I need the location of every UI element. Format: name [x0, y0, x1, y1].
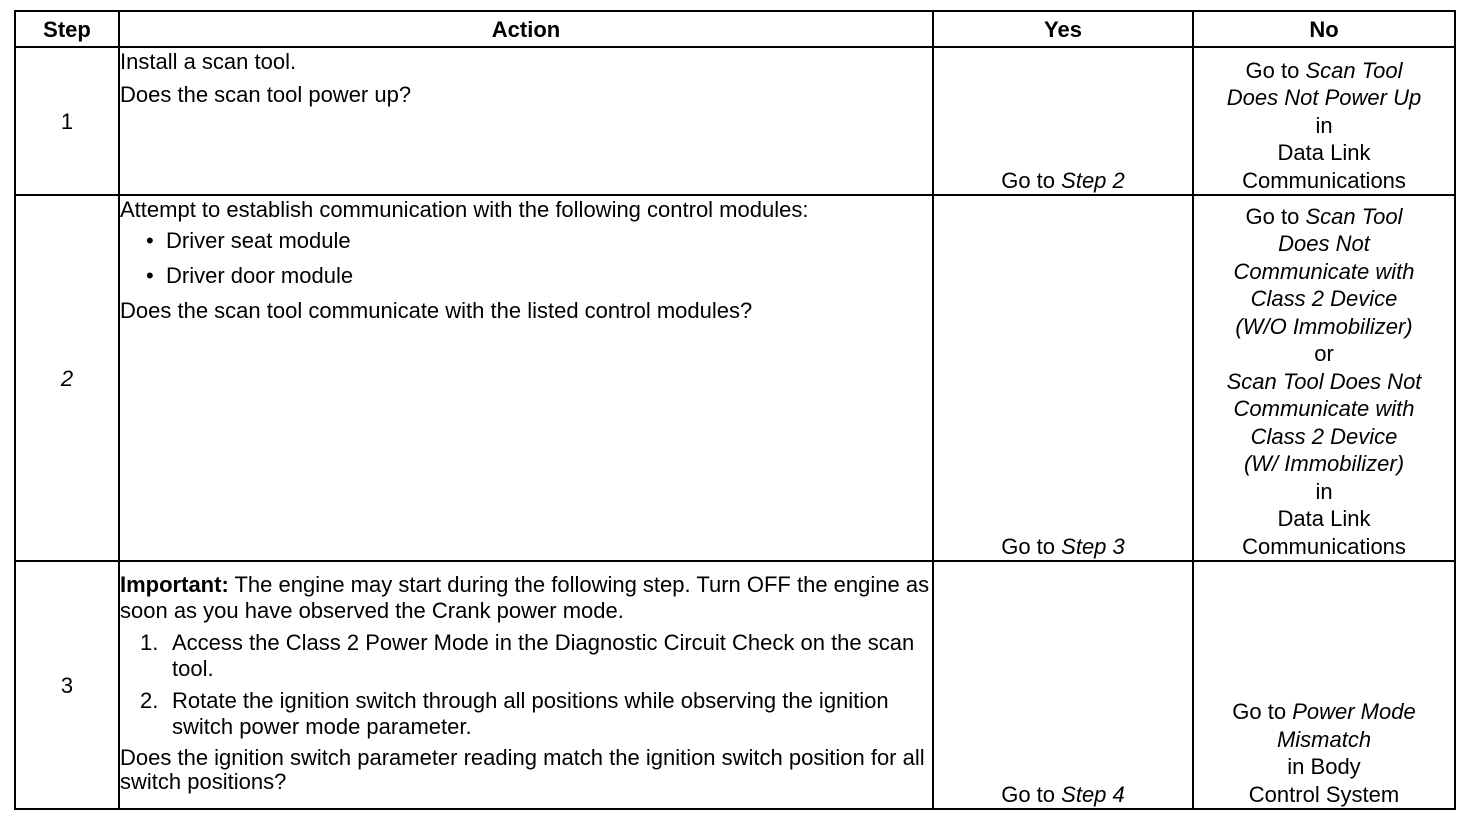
numbered-list: [140, 630, 932, 740]
important-note: [120, 572, 932, 624]
header-yes: Yes: [933, 11, 1193, 47]
important-text: The engine may start during the following step. Turn OFF the engine as soon as you have observed the Crank power mode.: [120, 572, 930, 623]
no-link[interactable]: Scan Tool: [1305, 57, 1403, 83]
header-step: Step: [15, 11, 119, 47]
yes-prefix: Go to: [1001, 534, 1056, 559]
table-row: [15, 561, 1455, 809]
no-link[interactable]: Does Not: [1278, 231, 1370, 256]
header-row: [15, 11, 1455, 47]
list-number: 1.: [140, 630, 159, 655]
no-in: in: [1315, 112, 1333, 138]
no-cell: [1193, 47, 1455, 195]
action-question: Does the ignition switch parameter reading match the ignition switch position for all switch positions?: [120, 745, 925, 794]
list-text: Access the Class 2 Power Mode in the Diagnostic Circuit Check on the scan tool.: [172, 630, 915, 681]
list-item: • Driver seat module: [146, 227, 932, 254]
action-text: Attempt to establish communication with the following control modules:: [120, 197, 809, 222]
no-link[interactable]: Mismatch: [1276, 726, 1372, 752]
step-number: 1: [15, 47, 119, 195]
yes-link[interactable]: Step 3: [1061, 534, 1125, 559]
diagnostic-table: [14, 10, 1456, 810]
no-link[interactable]: Class 2 Device: [1250, 423, 1398, 449]
table-row: [15, 47, 1455, 195]
action-cell: [119, 561, 933, 809]
yes-prefix: Go to: [1001, 168, 1056, 193]
list-text: Rotate the ignition switch through all positions while observing the ignition switch power mode parameter.: [172, 688, 889, 739]
list-item: [140, 630, 932, 682]
header-no: No: [1193, 11, 1455, 47]
no-prefix: Go to: [1232, 699, 1287, 724]
step-number: 3: [15, 561, 119, 809]
no-cell: [1193, 195, 1455, 561]
no-section: Data Link: [1277, 140, 1371, 165]
no-link[interactable]: (W/O Immobilizer): [1235, 313, 1413, 339]
no-link[interactable]: Scan Tool: [1305, 203, 1403, 229]
action-cell: [119, 47, 933, 195]
no-link[interactable]: Power Mode: [1292, 699, 1416, 724]
important-label: Important:: [120, 572, 229, 597]
list-item: • Driver door module: [146, 262, 932, 289]
no-prefix: Go to: [1245, 57, 1300, 83]
bullet-list: [146, 227, 932, 289]
no-in: in: [1315, 478, 1333, 504]
yes-prefix: Go to: [1001, 782, 1056, 807]
yes-link[interactable]: Step 4: [1061, 782, 1125, 807]
list-number: 2.: [140, 688, 159, 713]
action-question: Does the scan tool communicate with the listed control modules?: [120, 298, 753, 323]
step-number: 2: [15, 195, 119, 561]
no-link[interactable]: Class 2 Device: [1250, 286, 1398, 311]
yes-cell: [933, 195, 1193, 561]
no-link[interactable]: Communicate with: [1233, 258, 1415, 284]
no-link[interactable]: Does Not Power Up: [1226, 85, 1422, 110]
no-link[interactable]: Scan Tool Does Not: [1226, 368, 1422, 394]
list-item: [140, 688, 932, 740]
no-section: Data Link: [1277, 506, 1371, 531]
no-in: in Body: [1287, 754, 1361, 779]
action-question: Does the scan tool power up?: [120, 82, 412, 107]
no-prefix: Go to: [1245, 203, 1300, 229]
no-section: Communications: [1242, 533, 1406, 559]
action-text: Install a scan tool.: [120, 49, 297, 74]
yes-cell: [933, 561, 1193, 809]
no-cell: [1193, 561, 1455, 809]
no-or: or: [1314, 341, 1334, 366]
no-link[interactable]: (W/ Immobilizer): [1243, 451, 1405, 476]
yes-cell: [933, 47, 1193, 195]
no-section: Control System: [1248, 781, 1400, 807]
table-row: [15, 195, 1455, 561]
no-link[interactable]: Communicate with: [1233, 396, 1415, 421]
header-action: Action: [119, 11, 933, 47]
no-section: Communications: [1242, 167, 1406, 193]
action-cell: [119, 195, 933, 561]
yes-link[interactable]: Step 2: [1061, 168, 1125, 193]
